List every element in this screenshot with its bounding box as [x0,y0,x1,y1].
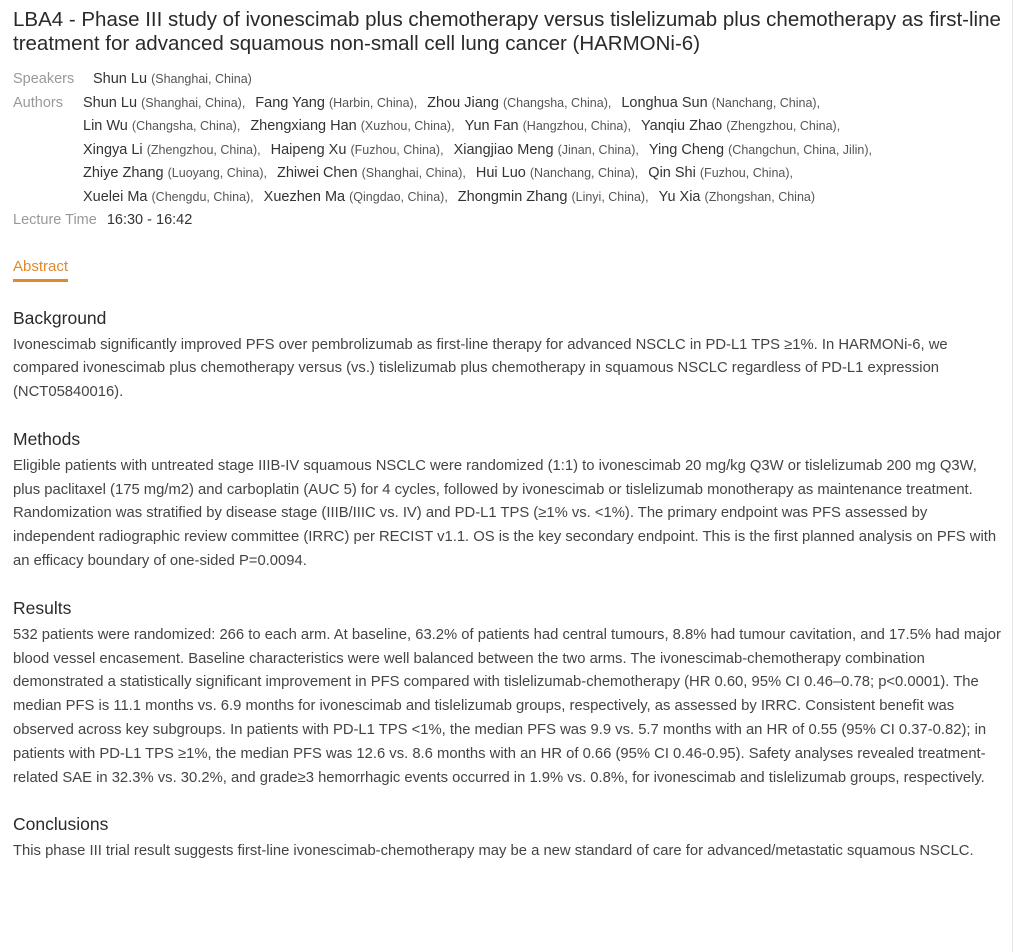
author-name: Xingya Li [83,141,143,158]
lecture-time-row [13,209,1008,233]
section-results [13,596,1008,791]
section-text: This phase III trial result suggests first-line ivonescimab-chemotherapy may be a new standard of care for advanced/metastatic squamous NSCLC. [13,843,974,860]
author-affiliation: (Changchun, China, Jilin), [728,142,872,157]
abstract-page [13,0,1008,864]
author-name: Yun Fan [464,118,519,134]
author-name: Zhengxiang Han [250,118,357,134]
author-line [83,186,882,210]
author [250,118,454,134]
author [621,95,820,111]
author-affiliation: (Harbin, China), [328,95,418,110]
author [465,118,631,134]
author-affiliation: (Changsha, China), [131,119,241,133]
author-line [83,139,882,163]
author-line [83,92,882,116]
section-heading: Results [13,597,72,618]
author [83,189,254,205]
author [476,165,638,181]
section-background [13,306,1008,405]
page-title: LBA4 - Phase III study of ivonescimab plus chemotherapy versus tislelizumab plus chemotherapy as first-line treatment for advanced squamous non-small cell lung cancer (HARMONi-6) [13,8,1001,55]
lecture-time-value: 16:30 - 16:42 [106,212,193,228]
speakers-label: Speakers [13,71,75,87]
author-name: Lin Wu [83,118,128,134]
author [83,118,240,134]
scrollbar-track[interactable] [1012,0,1013,952]
author-name: Zhiye Zhang [83,165,164,181]
author [649,142,872,158]
authors-list [83,92,882,210]
author-name: Qin Shi [648,165,696,181]
author [659,189,815,205]
speakers-row [13,68,1008,92]
author-name: Yanqiu Zhao [641,118,723,134]
author-name: Ying Cheng [648,141,725,158]
author-affiliation: (Zhengzhou, China), [726,119,841,133]
author-affiliation: (Xuzhou, China), [360,119,455,133]
speaker-name [93,71,252,87]
authors-label: Authors [13,94,63,111]
author-name: Shun Lu [83,94,138,111]
author-name: Xuezhen Ma [263,188,346,205]
author-line [83,162,882,186]
author [264,189,448,205]
author [427,95,611,111]
lecture-time-label: Lecture Time [13,212,97,228]
author-affiliation: (Changsha, China), [502,95,612,110]
tab-bar [13,258,1008,282]
author [277,165,466,181]
author [271,142,444,158]
author [648,165,793,181]
author [83,95,245,111]
author-affiliation: (Jinan, China), [557,142,639,157]
author-affiliation: (Zhongshan, China) [704,189,816,204]
author-name: Xuelei Ma [83,188,148,205]
author-affiliation: (Nanchang, China), [711,95,821,110]
section-conclusions [13,812,1008,864]
author-affiliation: (Linyi, China), [571,189,649,204]
section-text: Ivonescimab significantly improved PFS over pembrolizumab as first-line therapy for advanced NSCLC in PD-L1 TPS ≥1%. In HARMONi-6, we compared ivonescimab plus chemotherapy versus (vs.) tislelizumab plus chemotherapy in squamous NSCLC regardless of PD-L1 expression (NCT05840016). [13,336,948,401]
author [454,142,639,158]
author-affiliation: (Nanchang, China), [529,166,639,180]
authors-row [13,92,1008,210]
speaker-affiliation: (Shanghai, China) [151,72,252,86]
tab-abstract[interactable]: Abstract [13,258,68,282]
author-name: Fang Yang [255,94,325,111]
author [83,142,261,158]
author-name: Hui Luo [475,165,526,181]
session-meta [13,68,1008,233]
author [641,118,840,134]
section-heading: Background [13,307,107,328]
author-affiliation: (Qingdao, China), [349,189,448,204]
author-affiliation: (Chengdu, China), [151,189,254,204]
abstract-sections [13,306,1008,865]
author-name: Xiangjiao Meng [453,141,554,158]
author-affiliation: (Hangzhou, China), [522,119,632,133]
author-affiliation: (Zhengzhou, China), [146,142,261,157]
author [83,165,267,181]
section-text: Eligible patients with untreated stage IIIB-IV squamous NSCLC were randomized (1:1) to ivonescimab 20 mg/kg Q3W or tislelizumab 200 mg Q3W, plus paclitaxel (175 mg/m2) and carboplatin (AUC 5) for 4 cycles, followed by ivonescimab or tislelizumab monotherapy as maintenance treatment. Randomization was stratified by disease stage (IIIB/IIIC vs. IV) and PD-L1 TPS (≥1% vs. <1%). The primary endpoint was PFS assessed by independent radiographic review committee (IRRC) per RECIST v1.1. OS is the key secondary endpoint. This is the first planned analysis on PFS with an efficacy boundary of one-sided P=0.0094. [13,457,997,570]
speaker-name-text: Shun Lu [93,71,148,87]
author-name: Zhongmin Zhang [457,188,568,205]
author-name: Zhou Jiang [427,94,499,111]
author-affiliation: (Fuzhou, China), [350,142,444,157]
author-affiliation: (Luoyang, China), [167,166,268,180]
author-name: Zhiwei Chen [277,165,358,181]
author-name: Yu Xia [658,188,701,205]
author-name: Longhua Sun [621,94,708,111]
author-affiliation: (Shanghai, China), [361,166,466,180]
section-heading: Methods [13,428,81,449]
author-affiliation: (Fuzhou, China), [699,166,793,180]
author [458,189,649,205]
section-text: 532 patients were randomized: 266 to each arm. At baseline, 63.2% of patients had central tumours, 8.8% had tumour cavitation, and 17.5% had major blood vessel encasement. Baseline characteristics were well balanced between the two arms. The ivonescimab-chemotherapy combination demonstrated a statistically significant improvement in PFS compared with tislelizumab-chemotherapy (HR 0.60, 95% CI 0.46–0.78; p<0.0001). The median PFS is 11.1 months vs. 6.9 months for ivonescimab and tislelizumab groups, respectively, as assessed by IRRC. Consistent benefit was observed across key subgroups. In patients with PD-L1 TPS <1%, the median PFS was 9.9 vs. 5.7 months with an HR of 0.55 (95% CI 0.37-0.82); in patients with PD-L1 TPS ≥1%, the median PFS was 12.6 vs. 8.6 months with an HR of 0.66 (95% CI 0.46-0.95). Safety analyses revealed treatment-related SAE in 32.3% vs. 30.2%, and grade≥3 hemorrhagic events occurred in 1.9% vs. 0.8%, for ivonescimab and tislelizumab groups, respectively. [13,626,1001,786]
author-name: Haipeng Xu [270,141,347,158]
author-affiliation: (Shanghai, China), [141,95,246,110]
section-methods [13,427,1008,574]
author [255,95,417,111]
section-heading: Conclusions [13,814,109,835]
author-line [83,115,882,139]
